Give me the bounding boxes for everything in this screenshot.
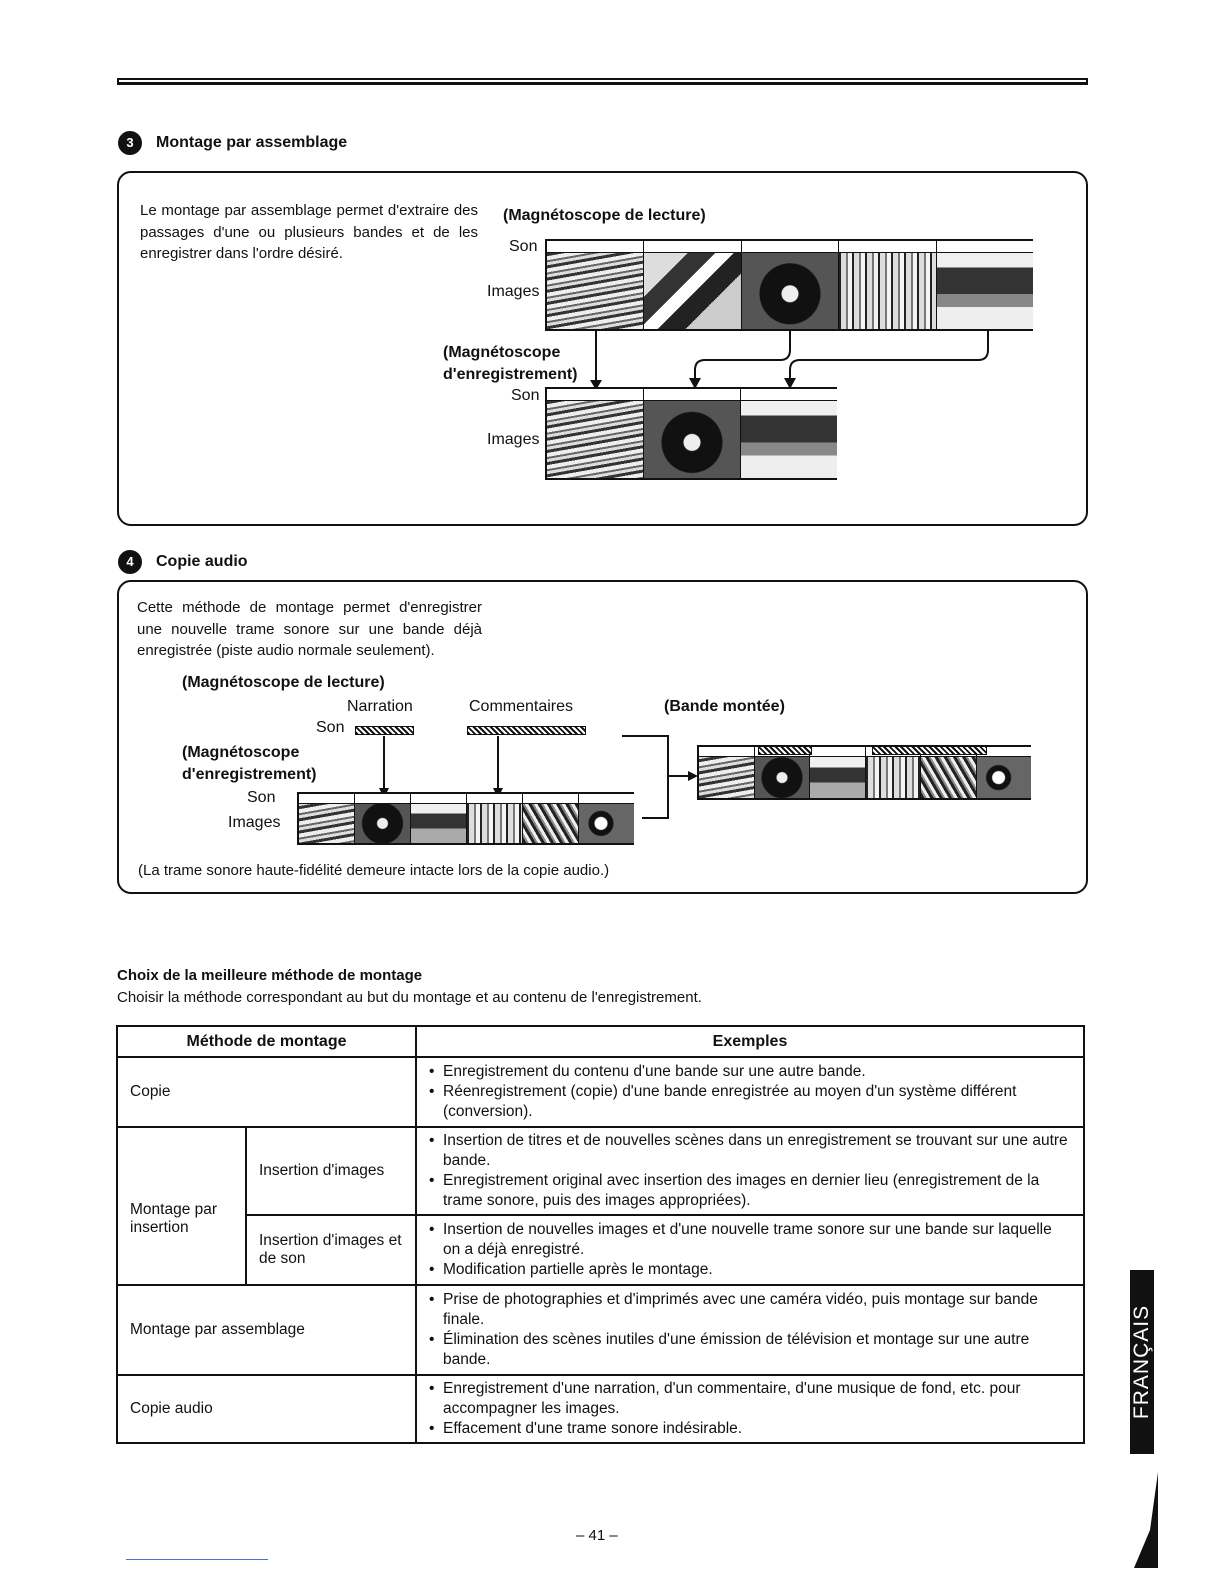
examples-cell xyxy=(416,1127,1084,1215)
example-item: • Modification partielle après le montage. xyxy=(429,1260,1071,1280)
tape-frame xyxy=(299,794,355,843)
example-item: • Insertion de nouvelles images et d'une nouvelle trame sonore sur une bande sur laquelle on a déjà enregistré. xyxy=(429,1220,1071,1260)
edited-narration-track xyxy=(758,746,812,755)
table-row xyxy=(117,1127,1084,1215)
tape-frame xyxy=(411,794,467,843)
audio-dub-note: (La trame sonore haute-fidélité demeure intacte lors de la copie audio.) xyxy=(138,862,610,879)
footer-rule xyxy=(126,1559,268,1560)
example-item: • Enregistrement du contenu d'une bande sur une autre bande. xyxy=(429,1062,1071,1082)
edited-tape-label: (Bande montée) xyxy=(664,698,785,715)
assembly-sound-label-bottom: Son xyxy=(511,387,540,404)
example-item: • Enregistrement original avec insertion des images en dernier lieu (enregistrement de la trame sonore, puis des images appropriées). xyxy=(429,1171,1071,1211)
section-number-4: 4 xyxy=(118,550,142,574)
audio-dub-playback-label: (Magnétoscope de lecture) xyxy=(182,674,385,691)
choice-heading: Choix de la meilleure méthode de montage xyxy=(117,967,423,984)
header-method: Méthode de montage xyxy=(117,1026,416,1057)
section-number-3: 3 xyxy=(118,131,142,155)
table-row xyxy=(117,1057,1084,1127)
page-edge-mark xyxy=(1120,1470,1160,1570)
example-item: • Effacement d'une trame sonore indésirable. xyxy=(429,1419,1071,1439)
assembly-images-label-bottom: Images xyxy=(487,431,540,448)
section-title-assembly: Montage par assemblage xyxy=(156,134,348,151)
edited-comments-track xyxy=(872,746,987,755)
method-cell: Montage par insertion xyxy=(117,1127,246,1285)
tape-frame xyxy=(699,747,755,798)
example-item: • Prise de photographies et d'imprimés avec une caméra vidéo, puis montage sur bande finale. xyxy=(429,1290,1071,1330)
assembly-playback-label: (Magnétoscope de lecture) xyxy=(503,207,706,224)
examples-cell xyxy=(416,1215,1084,1285)
choice-subheading: Choisir la méthode correspondant au but du montage et au contenu de l'enregistrement. xyxy=(117,989,702,1006)
tape-frame xyxy=(467,794,523,843)
submethod-cell: Insertion d'images et de son xyxy=(246,1215,416,1285)
header-examples: Exemples xyxy=(416,1026,1084,1057)
method-cell: Copie xyxy=(117,1057,416,1127)
assembly-recorder-label-1: (Magnétoscope xyxy=(443,344,561,361)
method-cell: Montage par assemblage xyxy=(117,1285,416,1375)
assembly-sound-label-top: Son xyxy=(509,238,538,255)
examples-cell xyxy=(416,1375,1084,1443)
example-item: • Élimination des scènes inutiles d'une émission de télévision et montage sur une autre bande. xyxy=(429,1330,1071,1370)
audio-dub-sound-label-top: Son xyxy=(316,719,345,736)
method-cell: Copie audio xyxy=(117,1375,416,1443)
example-item: • Insertion de titres et de nouvelles scènes dans un enregistrement se trouvant sur une autre bande. xyxy=(429,1131,1071,1171)
table-row xyxy=(117,1285,1084,1375)
examples-cell xyxy=(416,1057,1084,1127)
table-row xyxy=(117,1215,1084,1285)
example-item: • Enregistrement d'une narration, d'un commentaire, d'une musique de fond, etc. pour accompagner les images. xyxy=(429,1379,1071,1419)
tape-frame xyxy=(355,794,411,843)
section-title-audio-dub: Copie audio xyxy=(156,553,248,570)
assembly-recorder-label-2: d'enregistrement) xyxy=(443,366,578,383)
example-item: • Réenregistrement (copie) d'une bande enregistrée au moyen d'un système différent (conversion). xyxy=(429,1082,1071,1122)
tape-frame xyxy=(810,747,866,798)
narration-label: Narration xyxy=(347,698,413,715)
tape-frame xyxy=(523,794,579,843)
audio-dub-recorder-label-1: (Magnétoscope xyxy=(182,744,300,761)
assembly-images-label-top: Images xyxy=(487,283,540,300)
table-row xyxy=(117,1375,1084,1443)
table-header-row xyxy=(117,1026,1084,1057)
language-tab-label: FRANÇAIS xyxy=(1130,1304,1153,1420)
page-number: – 41 – xyxy=(576,1527,618,1544)
audio-dub-images-label: Images xyxy=(228,814,281,831)
assembly-description: Le montage par assemblage permet d'extraire des passages d'une ou plusieurs bandes et de les enregistrer dans l'ordre désiré. xyxy=(140,202,478,262)
comments-label: Commentaires xyxy=(469,698,574,715)
submethod-cell: Insertion d'images xyxy=(246,1127,416,1215)
audio-dub-description: Cette méthode de montage permet d'enregistrer une nouvelle trame sonore sur une bande déjà enregistrée (piste audio normale seulement). xyxy=(137,599,482,659)
editing-methods-table xyxy=(116,1025,1085,1444)
tape-frame xyxy=(579,794,634,843)
audio-dub-sound-label-bottom: Son xyxy=(247,789,276,806)
audio-dub-recorder-label-2: d'enregistrement) xyxy=(182,766,317,783)
audio-dub-recorder-strip xyxy=(297,792,634,845)
examples-cell xyxy=(416,1285,1084,1375)
